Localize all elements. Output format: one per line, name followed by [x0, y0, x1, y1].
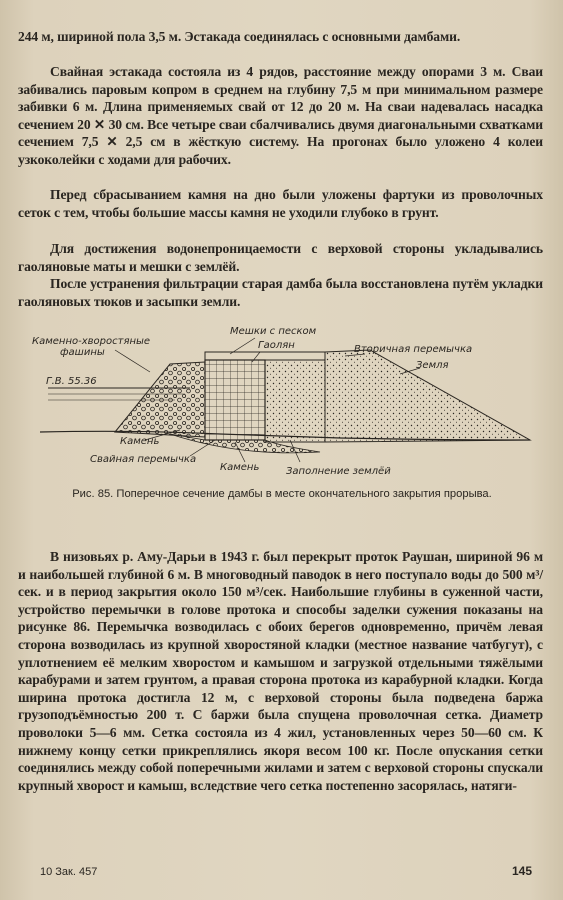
pile-cofferdam: [205, 360, 265, 440]
dam-cross-section-figure: [20, 322, 540, 482]
earth-fill: [265, 360, 325, 442]
paragraph-restoration: После устранения фильтрации старая дамба была восстановлена путём укладки гаоляновых тюков и засыпки земли.: [18, 276, 543, 309]
label-earth: Земля: [416, 360, 449, 371]
paragraph-wire-aprons: Перед сбрасыванием камня на дно были уложены фартуки из проволочных сеток с тем, чтобы большие массы камня не уходили глубоко в грунт.: [18, 187, 543, 220]
paragraph-pile-trestle: Свайная эстакада состояла из 4 рядов, расстояние между опорами 3 м. Сваи забивались паровым копром в среднем на глубину 7,5 м при минимальном размере забивки 6 м. Длина применяемых свай от 12 до 20 м. На сваи надевалась насадка сечением 20 ✕ 30 см. Все четыре сваи сбалчивались двумя диагональными схватками сечением 7,5 ✕ 2,5 см в жёсткую систему. На прогонах было уложено 4 колеи узкоколейки с ходами для рабочих.: [18, 64, 543, 167]
label-fascines-line1: Каменно-хворостяные: [32, 336, 151, 347]
figure-caption: Рис. 85. Поперечное сечение дамбы в месте окончательного закрытия прорыва.: [72, 488, 492, 500]
label-earth-fill: Заполнение землёй: [286, 466, 391, 477]
sand-bags: [205, 352, 325, 360]
label-secondary-dam: Вторичная перемычка: [354, 344, 473, 355]
leader-fascines: [115, 350, 150, 372]
paragraph-amu-darya: В низовьях р. Аму-Дарьи в 1943 г. был перекрыт проток Раушан, шириной 96 м и наибольшей глубиной 6 м. В многоводный паводок в него поступало воды до 500 м³/сек. и в период закрытия около 150 м³/сек. Наибольшие глубины в суженной части, устройство перемычки в голове протока и способы заделки сужения показаны на рисунке 86. Перемычка возводилась с обоих берегов одновременно, причём левая сторона возводилась из крупной хворостяной кладки (местное название чатбугут), с уплотнением её мелким хворостом и камышом и загрузкой отдельными тяжёлыми карабурами и затем грунтом, а правая сторона протока из карабурной кладки. Когда ширина протока достигла 12 м, с верховой стороны была подведена баржа грузоподъёмностью 200 т. С баржи была спущена проволочная сетка. Диаметр проволоки 5—6 мм. Сетка состояла из 4 жил, установленных через 50—60 см. К нижнему концу сетки прикреплялись якоря весом 100 кг. После опускания сетки соединялись между собой поперечными жилами и затем с верховой стороны спускали крупный хворост и камыш, вследствие чего сетка постепенно засорялась, натяги-: [18, 549, 543, 793]
label-pile-dam: Свайная перемычка: [90, 454, 197, 465]
paragraph-waterproofing: Для достижения водонепроницаемости с верховой стороны укладывались гаоляновые маты и мешки с землёй.: [18, 241, 543, 274]
label-fascines-line2: фашины: [60, 347, 105, 358]
page-number: 145: [512, 864, 533, 878]
paragraph-continued: 244 м, шириной пола 3,5 м. Эстакада соединялась с основными дамбами.: [18, 29, 461, 44]
label-sand-bags: Мешки с песком: [230, 326, 317, 337]
stone-fascine-slope: [115, 362, 205, 437]
print-signature: 10 Зак. 457: [40, 866, 98, 878]
label-gaolyan: Гаолян: [258, 340, 295, 351]
label-stone: Камень: [120, 436, 160, 447]
label-stone2: Камень: [220, 462, 260, 473]
label-water-level: Г.В. 55.36: [46, 376, 97, 387]
